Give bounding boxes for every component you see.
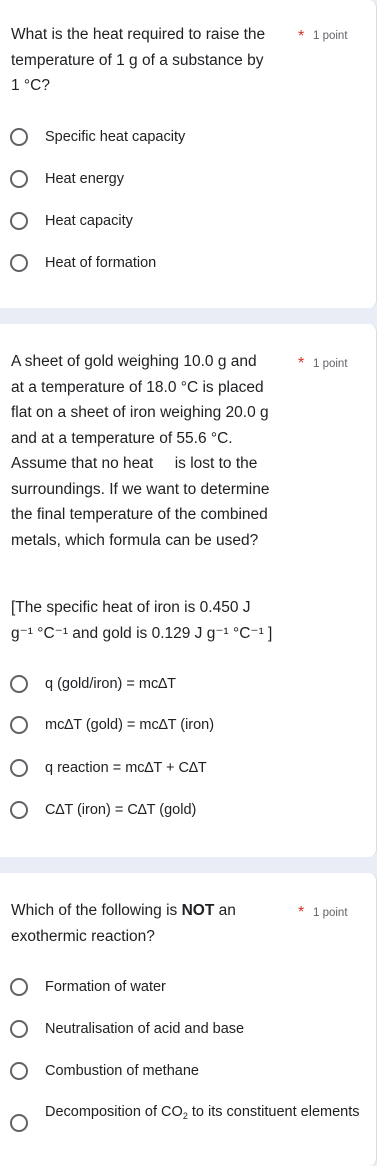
question-line: flat on a sheet of iron weighing 20.0 g xyxy=(11,404,269,421)
option-label: q reaction = mc∆T + C∆T xyxy=(45,760,207,776)
radio-button[interactable] xyxy=(10,1062,28,1080)
radio-button[interactable] xyxy=(10,1114,28,1132)
question-text-prefix: Which of the following is xyxy=(11,902,182,919)
option-label: Heat capacity xyxy=(45,213,133,229)
question-line: temperature of 1 g of a substance by xyxy=(11,51,264,69)
question-line xyxy=(11,553,272,595)
option-neutralisation[interactable] xyxy=(10,1019,376,1045)
question-line: Assume that no heat is lost to the xyxy=(11,455,258,472)
option-label: mc∆T (gold) = mc∆T (iron) xyxy=(45,717,215,733)
option-heat-capacity[interactable] xyxy=(10,211,376,237)
option-decomposition-of-co2[interactable] xyxy=(10,1102,376,1146)
question-line: surroundings. If we want to determine xyxy=(11,480,270,498)
option-label xyxy=(45,1102,365,1127)
option-text-prefix: Decomposition of CO xyxy=(45,1104,183,1120)
option-cdt-iron-gold[interactable] xyxy=(10,800,376,826)
question-line: g⁻¹ °C⁻¹ and gold is 0.129 J g⁻¹ °C⁻¹ ] xyxy=(11,624,273,642)
question-line: 1 °C? xyxy=(11,77,50,94)
option-mcdt-gold-iron[interactable] xyxy=(10,715,376,741)
option-label: q (gold/iron) = mc∆T xyxy=(45,676,176,692)
question-line: [The specific heat of iron is 0.450 J xyxy=(11,599,251,616)
option-formation-of-water[interactable] xyxy=(10,977,376,1003)
radio-button[interactable] xyxy=(10,716,28,734)
option-label: Specific heat capacity xyxy=(45,129,186,145)
radio-button[interactable] xyxy=(10,170,28,188)
question-card-1 xyxy=(0,0,377,308)
radio-button[interactable] xyxy=(10,128,28,146)
radio-button[interactable] xyxy=(10,759,28,777)
question-title xyxy=(11,898,236,949)
radio-button[interactable] xyxy=(10,212,28,230)
question-line: exothermic reaction? xyxy=(11,927,155,945)
option-label: Neutralisation of acid and base xyxy=(45,1021,245,1037)
option-label: Heat energy xyxy=(45,171,124,187)
question-emphasis: NOT xyxy=(181,902,215,919)
points-label: 1 point xyxy=(313,358,348,370)
option-q-reaction[interactable] xyxy=(10,758,376,784)
radio-button[interactable] xyxy=(10,978,28,996)
required-marker: * xyxy=(298,355,305,372)
option-specific-heat-capacity[interactable] xyxy=(10,127,376,153)
radio-button[interactable] xyxy=(10,254,28,272)
question-text-suffix: an xyxy=(214,902,236,919)
question-line: metals, which formula can be used? xyxy=(11,531,259,549)
question-line: and at a temperature of 55.6 °C. xyxy=(11,429,233,447)
question-title xyxy=(11,22,265,99)
option-heat-energy[interactable] xyxy=(10,169,376,195)
points-label: 1 point xyxy=(313,30,348,42)
option-heat-of-formation[interactable] xyxy=(10,253,376,279)
question-card-3 xyxy=(0,873,377,1166)
option-label: C∆T (iron) = C∆T (gold) xyxy=(45,802,197,818)
radio-button[interactable] xyxy=(10,801,28,819)
option-combustion-of-methane[interactable] xyxy=(10,1061,376,1087)
option-label: Heat of formation xyxy=(45,255,157,271)
points-label: 1 point xyxy=(313,907,348,919)
question-line: at a temperature of 18.0 °C is placed xyxy=(11,378,264,396)
option-label: Formation of water xyxy=(45,979,166,995)
question-card-2 xyxy=(0,324,377,857)
radio-button[interactable] xyxy=(10,675,28,693)
subscript: 2 xyxy=(182,1111,188,1121)
option-text-suffix: to its constituent elements xyxy=(187,1104,360,1120)
option-q-gold-iron[interactable] xyxy=(10,674,376,700)
question-line: A sheet of gold weighing 10.0 g and xyxy=(11,353,257,370)
question-title xyxy=(11,349,272,646)
radio-button[interactable] xyxy=(10,1020,28,1038)
question-line xyxy=(11,898,236,924)
question-line: the final temperature of the combined xyxy=(11,506,268,523)
option-label: Combustion of methane xyxy=(45,1063,199,1079)
required-marker: * xyxy=(298,28,305,45)
question-line: What is the heat required to raise the xyxy=(11,26,266,43)
required-marker: * xyxy=(298,904,305,921)
